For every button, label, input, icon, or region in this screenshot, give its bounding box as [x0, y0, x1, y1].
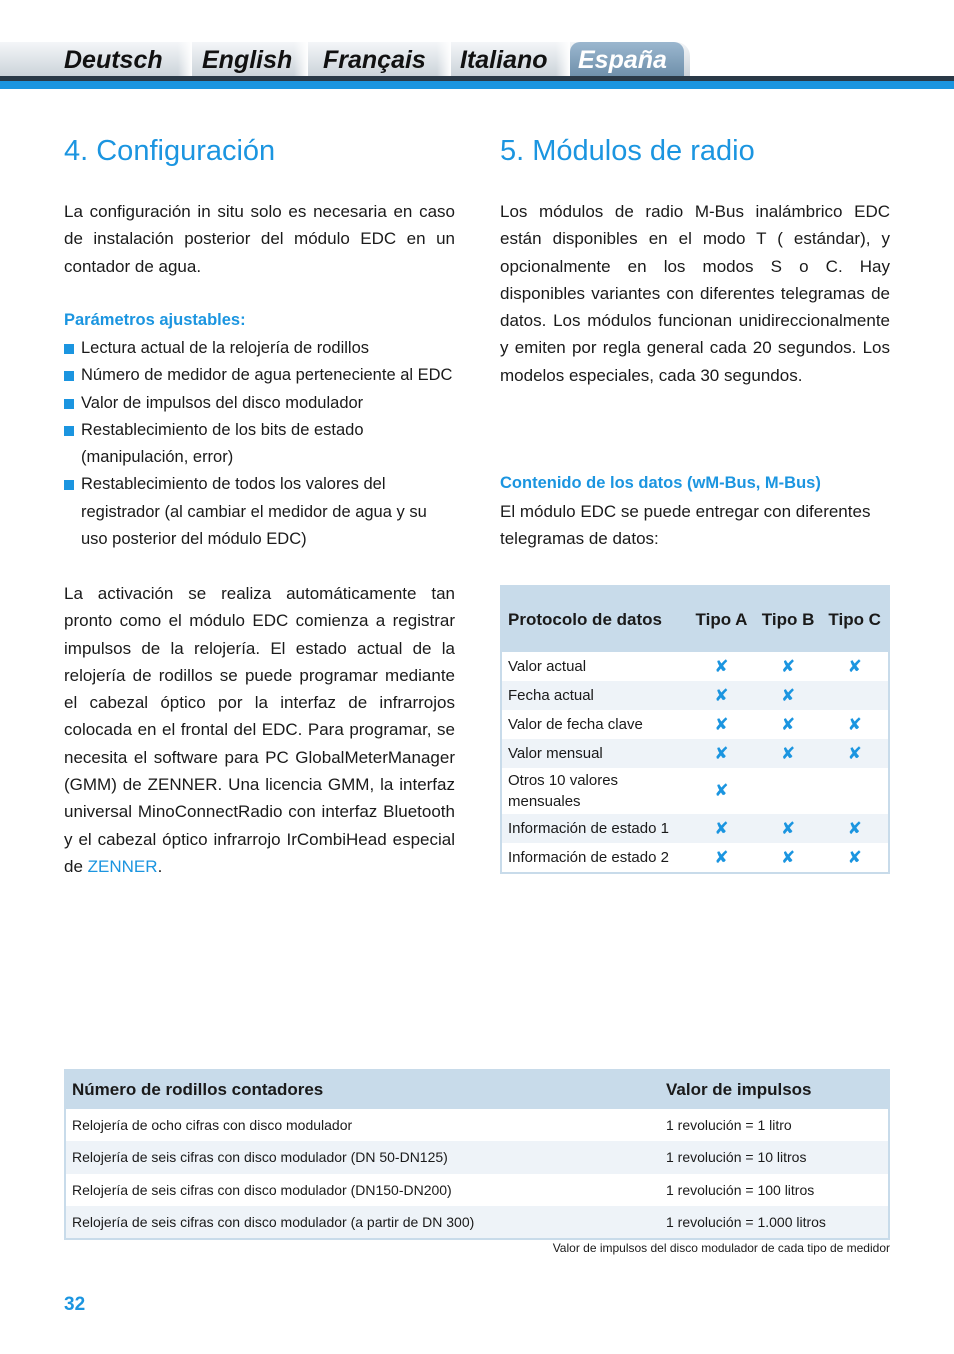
table-row: [502, 843, 888, 872]
table-row: [66, 1141, 888, 1173]
tab-deutsch-label: Deutsch: [64, 46, 163, 74]
table-row: [502, 652, 888, 681]
page-number: 32: [64, 1294, 86, 1315]
tab-italiano[interactable]: [452, 42, 570, 78]
check-cell-a: ✘: [714, 847, 729, 867]
protocol-row-label: Valor actual: [508, 658, 587, 675]
check-cell-b: ✘: [780, 656, 796, 676]
activation-end: .: [157, 856, 163, 876]
parameter-item: Restablecimiento de los bits de estado (manipulación, error): [64, 417, 456, 472]
impulse-col-header: Valor de impulsos: [666, 1080, 812, 1099]
parameter-item: Valor de impulsos del disco modulador: [64, 390, 456, 417]
check-cell-a: ✘: [714, 656, 729, 676]
check-cell-c: ✘: [847, 714, 862, 734]
parameter-item: Lectura actual de la relojería de rodillos: [64, 335, 456, 362]
protocol-table: [500, 585, 890, 874]
impulse-cell: 1 revolución = 1 litro: [666, 1117, 792, 1134]
parameters-list: [64, 335, 456, 553]
tab-francais[interactable]: [315, 42, 451, 78]
table-row: [502, 710, 888, 739]
impulse-table-header: [66, 1071, 888, 1109]
check-cell-a: ✘: [714, 818, 729, 838]
data-content-title: Contenido de los datos (wM-Bus, M-Bus): [500, 474, 821, 492]
check-cell-a: ✘: [714, 781, 729, 800]
check-cell-b: ✘: [780, 847, 796, 867]
rollers-cell: Relojería de seis cifras con disco modulador (DN 50-DN125): [72, 1149, 448, 1166]
protocol-row-label: Valor de fecha clave: [508, 716, 643, 733]
rollers-col-header: Número de rodillos contadores: [72, 1080, 324, 1099]
impulse-cell: 1 revolución = 10 litros: [666, 1149, 807, 1166]
impulse-table: [64, 1069, 890, 1240]
impulse-cell: 1 revolución = 100 litros: [666, 1181, 815, 1198]
zenner-link[interactable]: ZENNER: [87, 856, 158, 876]
tab-english-label: English: [202, 46, 293, 74]
protocol-col-header: Protocolo de datos: [508, 609, 662, 629]
check-cell-c: ✘: [847, 847, 862, 867]
check-cell-a: ✘: [714, 714, 729, 734]
impulse-table-caption: Valor de impulsos del disco modulador de cada tipo de medidor: [552, 1241, 890, 1255]
tipo-c-header: Tipo C: [828, 609, 881, 629]
check-cell-c: ✘: [847, 656, 862, 676]
check-cell-b: ✘: [780, 743, 796, 763]
protocol-table-header: [502, 587, 888, 652]
tipo-b-header: Tipo B: [761, 609, 815, 629]
configuration-heading: 4. Configuración: [64, 135, 276, 167]
check-cell-a: ✘: [714, 743, 729, 763]
protocol-row-label: Información de estado 2: [508, 849, 669, 866]
parameters-title: Parámetros ajustables:: [64, 311, 246, 329]
tab-espana-label: España: [578, 46, 667, 74]
protocol-row-label: Valor mensual: [508, 745, 603, 762]
activation-text: La activación se realiza automáticamente tan pronto como el módulo EDC comienza a registrar impulsos de la relojería. El estado actual de la relojería de rodillos se puede programar mediante el cabezal óptico por la interfaz de infrarrojos colocada en el frontal del EDC. Para programar, se necesita el software para PC GlobalMeterManager (GMM) de ZENNER. Una licencia GMM, la interfaz universal MinoConnectRadio con interfaz Bluetooth y el cabezal óptico infrarrojo IrCombiHead especial de: [64, 584, 455, 876]
radio-modules-intro: Los módulos de radio M-Bus inalámbrico EDC están disponibles en el modo T ( estándar), y opcionalmente en los modos S o C. Hay disponibles variantes con diferentes telegramas de datos. Los módulos funcionan unidireccionalmente y emiten por regla general cada 20 segundos. Los modelos especiales, cada 30 segundos.: [500, 202, 890, 385]
protocol-row-label: Fecha actual: [508, 687, 594, 704]
check-cell-b: ✘: [780, 714, 796, 734]
protocol-row-label: Información de estado 1: [508, 820, 669, 837]
table-row: [66, 1109, 888, 1141]
configuration-intro: La configuración in situ solo es necesaria en caso de instalación posterior del módulo EDC en un contador de agua.: [64, 202, 455, 276]
protocol-table-body: [502, 652, 888, 872]
tab-italiano-label: Italiano: [460, 46, 548, 74]
table-row: [502, 814, 888, 843]
tab-deutsch[interactable]: [56, 42, 192, 78]
tab-espana[interactable]: [570, 42, 684, 78]
radio-modules-heading: 5. Módulos de radio: [500, 135, 755, 167]
rollers-cell: Relojería de ocho cifras con disco modulador: [72, 1117, 353, 1134]
tipo-a-header: Tipo A: [695, 609, 748, 629]
table-row: [66, 1206, 888, 1238]
header-divider-blue: [0, 81, 954, 89]
check-cell-c: ✘: [847, 743, 862, 763]
data-content-text: El módulo EDC se puede entregar con diferentes telegramas de datos:: [500, 502, 871, 549]
tab-english[interactable]: [194, 42, 308, 78]
parameter-item: Número de medidor de agua perteneciente al EDC: [64, 362, 456, 389]
table-row: [66, 1174, 888, 1206]
table-row: [502, 681, 888, 710]
rollers-cell: Relojería de seis cifras con disco modulador (a partir de DN 300): [72, 1214, 475, 1231]
tab-francais-label: Français: [323, 46, 426, 74]
rollers-cell: Relojería de seis cifras con disco modulador (DN150-DN200): [72, 1181, 452, 1198]
check-cell-b: ✘: [780, 685, 796, 705]
activation-paragraph: [64, 580, 455, 880]
parameter-item: Restablecimiento de todos los valores del registrador (al cambiar el medidor de agua y su uso posterior del módulo EDC): [64, 471, 456, 553]
check-cell-a: ✘: [714, 685, 729, 705]
check-cell-c: ✘: [847, 818, 862, 838]
table-row: [502, 739, 888, 768]
check-cell-b: ✘: [780, 818, 796, 838]
protocol-row-label: Otros 10 valores mensuales: [508, 772, 619, 810]
impulse-cell: 1 revolución = 1.000 litros: [666, 1214, 826, 1231]
table-row: [502, 768, 888, 814]
